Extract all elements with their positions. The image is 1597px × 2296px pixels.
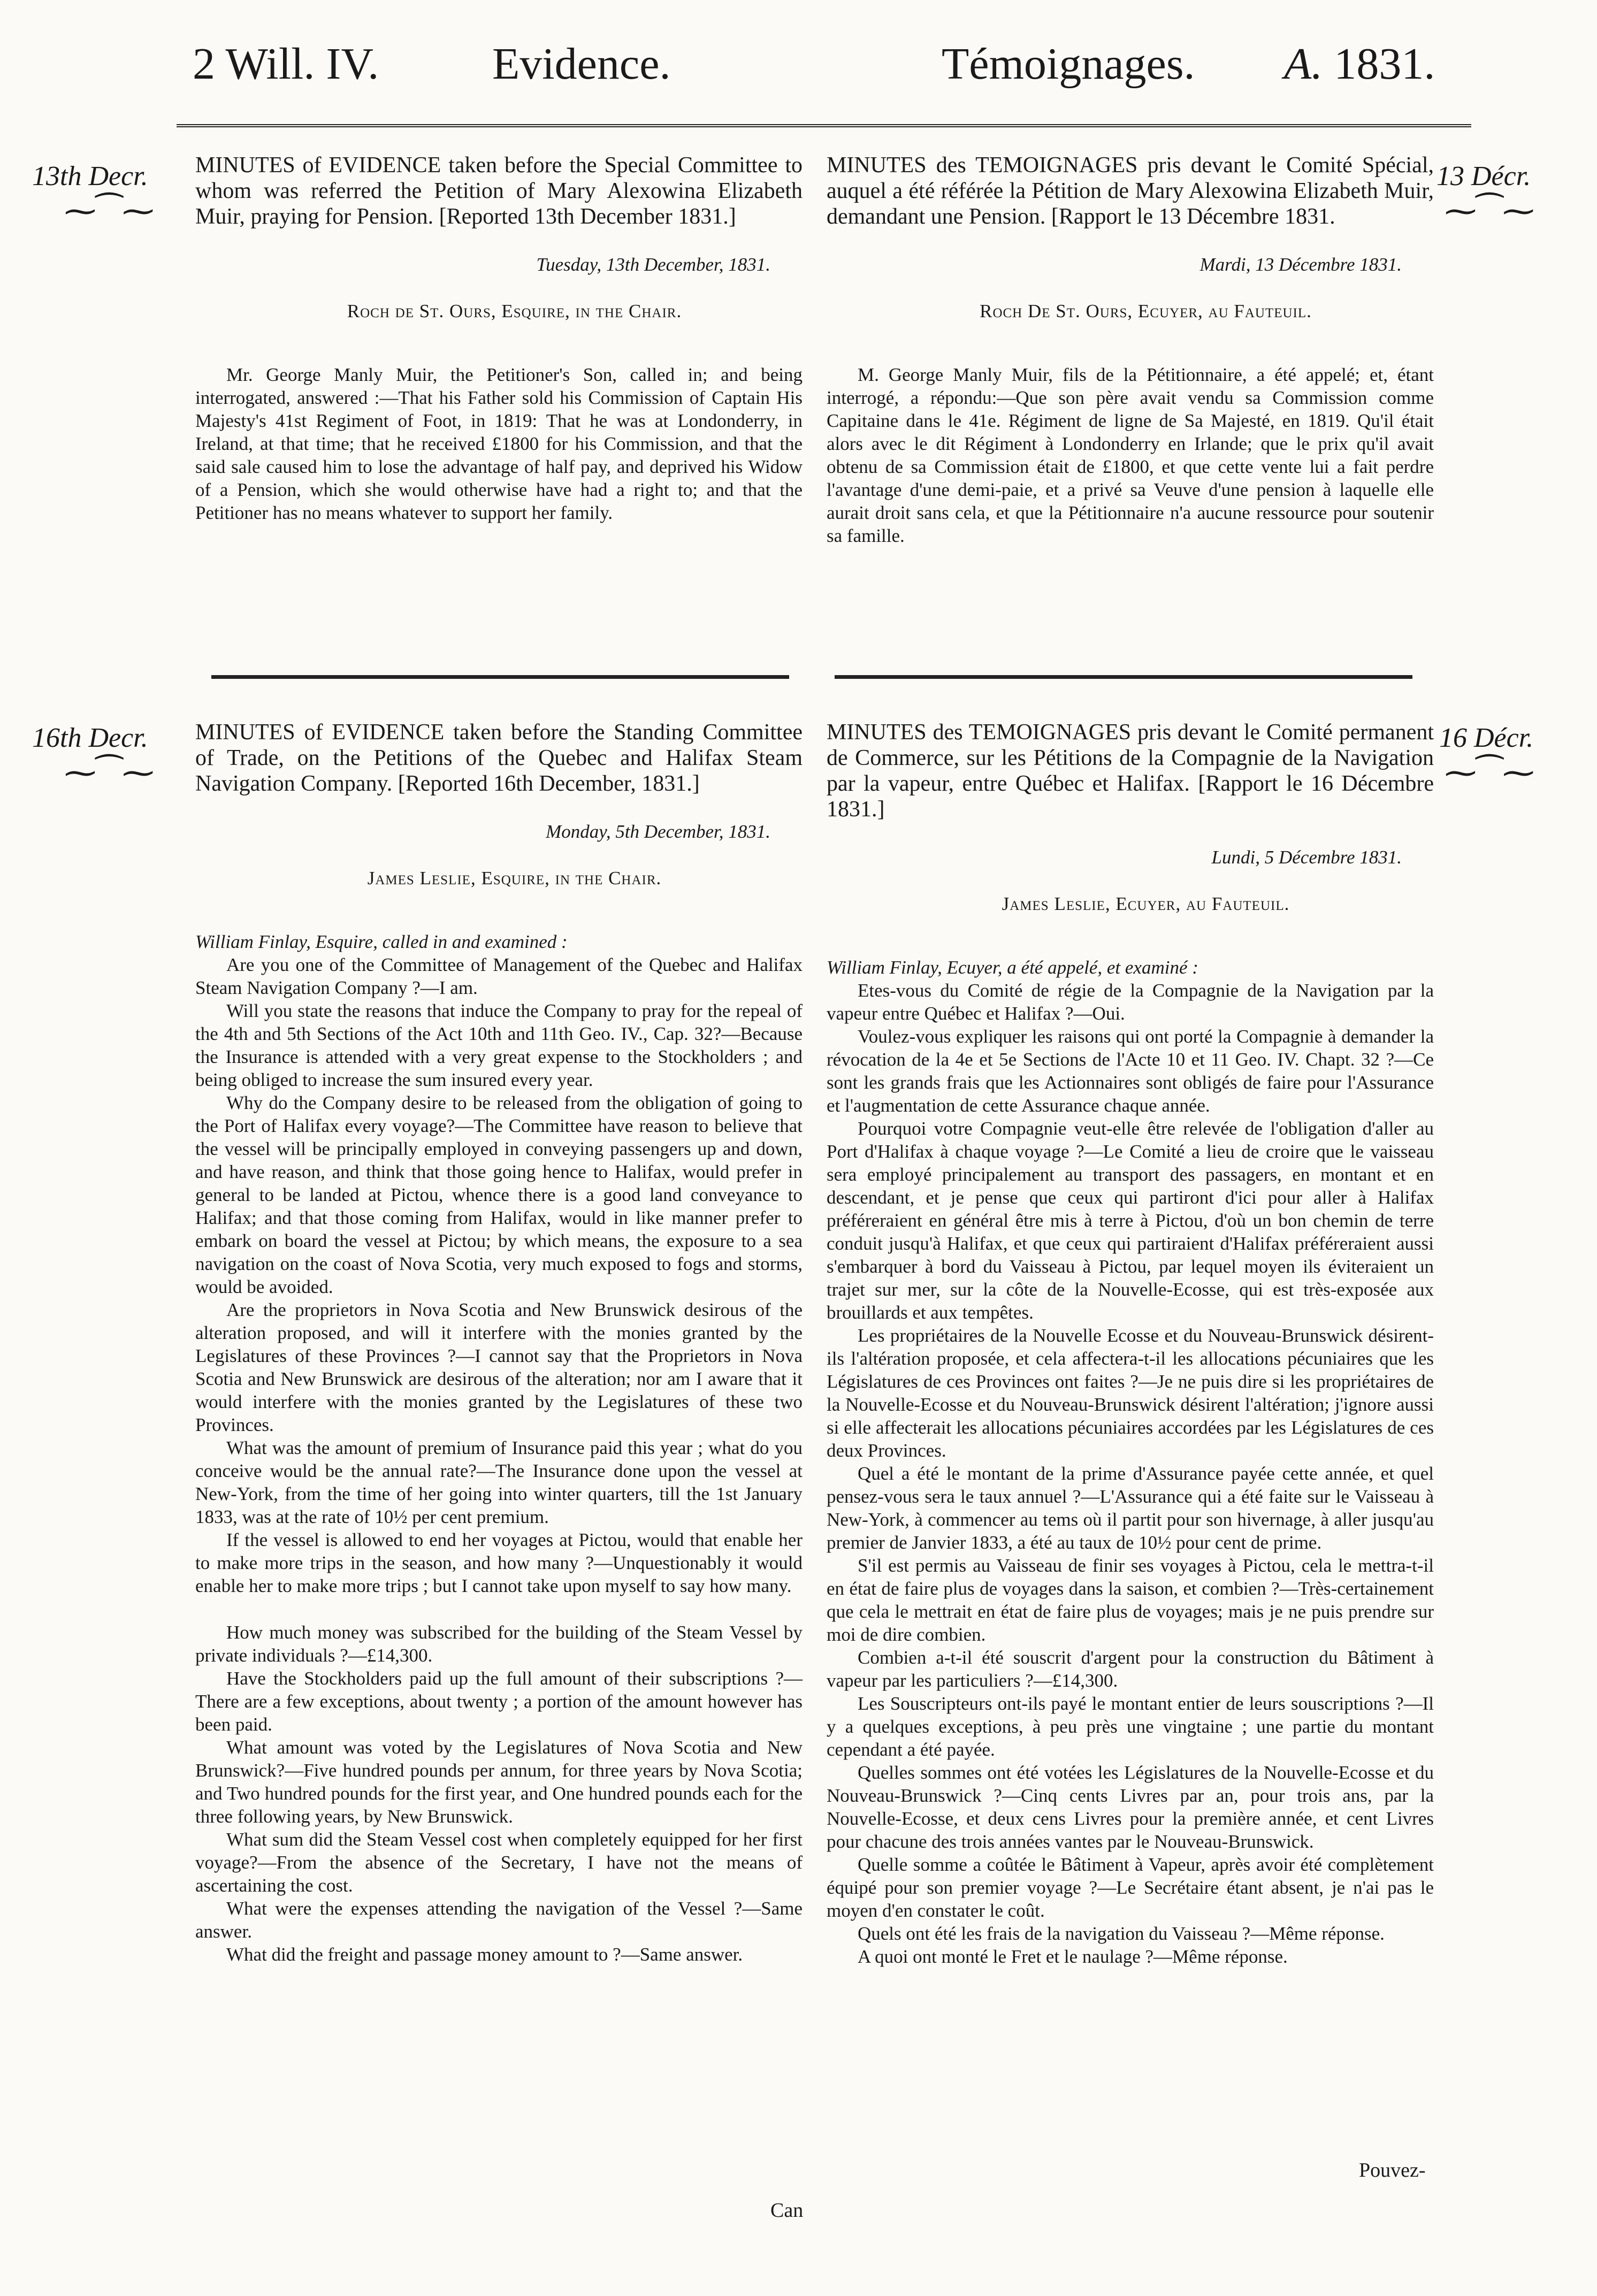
header-rule bbox=[177, 124, 1471, 127]
qa-paragraph: Les propriétaires de la Nouvelle Ecosse et du Nouveau-Brunswick désirent-ils l'altération proposée, et cela affectera-t-il les allocations pécuniaires que les Législatures de ces Provinces ont faites ?—Je ne puis dire si les propriétaires de la Nouvelle-Ecosse et du Nouveau-Brunswick désirent l'altération; j'ignore aussi si elle affecterait les allocations pécuniaires accordées par les Législatures de ces deux Provinces. bbox=[827, 1325, 1434, 1461]
qa-paragraph: Are you one of the Committee of Management of the Quebec and Halifax Steam Navigation Company ?—I am. bbox=[195, 954, 803, 998]
qa-paragraph: Etes-vous du Comité de régie de la Compagnie de la Navigation par la vapeur entre Québec et Halifax ?—Oui. bbox=[827, 980, 1434, 1024]
qa-paragraph: Have the Stockholders paid up the full amount of their subscriptions ?—There are a few exceptions, about twenty ; a portion of the amount however has been paid. bbox=[195, 1668, 803, 1735]
section2-fr-heading: MINUTES des TEMOIGNAGES pris devant le Comité permanent de Commerce, sur les Pétitions de la Compagnie de la Navigation par la vapeur, entre Québec et Halifax. [Rapport le 16 Décembre 1831.] bbox=[827, 720, 1434, 822]
side-date-left-1: 13th Decr. bbox=[32, 161, 148, 192]
qa-paragraph: What did the freight and passage money amount to ?—Same answer. bbox=[226, 1944, 743, 1965]
flourish-icon: ⁓⁀⁓ bbox=[1445, 194, 1535, 229]
catchword-french: Pouvez- bbox=[1359, 2159, 1426, 2182]
qa-paragraph: What sum did the Steam Vessel cost when completely equipped for her first voyage?—From the absence of the Secretary, I have not the means of ascertaining the cost. bbox=[195, 1829, 803, 1896]
section1-fr-heading: MINUTES des TEMOIGNAGES pris devant le Comité Spécial, auquel a été référée la Pétition de Mary Alexowina Elizabeth Muir, demandant une Pension. [Rapport le 13 Décembre 1831. bbox=[827, 153, 1434, 229]
side-date-right-2: 16 Décr. bbox=[1439, 723, 1534, 753]
header-title-french: Témoignages. bbox=[942, 39, 1195, 89]
header-regnal-year: 2 Will. IV. bbox=[193, 39, 379, 89]
flourish-icon: ⁓⁀⁓ bbox=[64, 194, 155, 229]
section2-french-column bbox=[827, 720, 1434, 1968]
catchword-english: Can bbox=[770, 2199, 804, 2222]
section1-en-testimony: Mr. George Manly Muir, the Petitioner's Son, called in; and being interrogated, answered :—That his Father sold his Commission of Captain His Majesty's 41st Regiment of Foot, in 1819: That he was at Londonderry, in Ireland, at that time; that he received £1800 for his Commission, and that the said sale caused him to lose the advantage of half pay, and deprived his Widow of a Pension, which she would otherwise have had a right to; and that the Petitioner has no means whatever to support her family. bbox=[195, 364, 803, 523]
qa-paragraph: Voulez-vous expliquer les raisons qui ont porté la Compagnie à demander la révocation de la 4e et 5e Sections de l'Acte 10 et 11 Geo. IV. Chapt. 32 ?—Ce sont les grands frais que les Actionnaires sont obligés de faire pour l'Assurance et l'augmentation de cette Assurance chaque année. bbox=[827, 1026, 1434, 1116]
header-letter: A. bbox=[1284, 39, 1323, 89]
qa-paragraph: Quel a été le montant de la prime d'Assurance payée cette année, et quel pensez-vous sera le taux annuel ?—L'Assurance qui a été faite sur le Vaisseau à New-York, à commencer au tems où il partit pour son hivernage, à aller jusqu'au premier de Janvier 1833, a été au taux de 10½ pour cent de prime. bbox=[827, 1463, 1434, 1553]
section1-fr-testimony: M. George Manly Muir, fils de la Pétitionnaire, a été appelé; et, étant interrogé, a répondu:—Que son père avait vendu sa Commission comme Capitaine dans le 41e. Régiment de ligne de Sa Majesté, en 1819. Qu'il était alors avec le dit Régiment à Londonderry en Irlande; que le prix qu'il avait obtenu de sa Commission était de £1800, et que cette vente lui a fait perdre l'avantage d'une demi-paie, et a privé sa Veuve d'une pension à laquelle elle aurait droit sans cela, et que la Pétitionnaire n'a aucune ressource pour soutenir sa famille. bbox=[827, 364, 1434, 546]
section1-en-heading: MINUTES of EVIDENCE taken before the Special Committee to whom was referred the Petition of Mary Alexowina Elizabeth Muir, praying for Pension. [Reported 13th December 1831.] bbox=[195, 153, 803, 229]
header-title-english: Evidence. bbox=[492, 39, 671, 89]
section1-english-column bbox=[195, 152, 803, 524]
section2-english-column bbox=[195, 720, 803, 1966]
flourish-icon: ⁓⁀⁓ bbox=[64, 755, 155, 791]
section1-fr-chair: Roch De St. Ours, Ecuyer, au Fauteuil. bbox=[980, 301, 1312, 322]
section2-en-witness: William Finlay, Esquire, called in and examined : bbox=[195, 931, 568, 952]
side-date-right-1: 13 Décr. bbox=[1436, 161, 1531, 192]
running-header bbox=[0, 0, 1597, 123]
side-date-left-2: 16th Decr. bbox=[32, 723, 148, 753]
qa-paragraph: Quels ont été les frais de la navigation du Vaisseau ?—Même réponse. bbox=[858, 1923, 1385, 1944]
section2-en-chair: James Leslie, Esquire, in the Chair. bbox=[367, 868, 662, 889]
section2-fr-date: Lundi, 5 Décembre 1831. bbox=[1211, 847, 1402, 868]
qa-paragraph: Quelle somme a coûtée le Bâtiment à Vapeur, après avoir été complètement équipé pour son premier voyage ?—Le Secrétaire étant absent, je n'ai pas le moyen d'en constater le coût. bbox=[827, 1854, 1434, 1921]
header-year-number: 1831. bbox=[1334, 39, 1435, 89]
qa-paragraph: A quoi ont monté le Fret et le naulage ?—Même réponse. bbox=[858, 1946, 1288, 1967]
qa-paragraph: Pourquoi votre Compagnie veut-elle être relevée de l'obligation d'aller au Port d'Halifax à chaque voyage ?—Le Comité a lieu de croire que le vaisseau sera employé principalement au transport des passagers, en montant et en descendant, et je pense que ceux qui partiront d'ici pour aller à Halifax préféreraient en général être mis à terre à Pictou, d'où un bon chemin de terre conduit jusqu'à Halifax, et que ceux qui partiraient d'Halifax préféreraient aussi s'embarquer à bord du Vaisseau à Pictou, par lequel moyen ils éviteraient un trajet sur mer, sur la côte de la Nouvelle-Ecosse, qui est très-exposée aux brouillards et aux tempêtes. bbox=[827, 1118, 1434, 1323]
qa-paragraph: Les Souscripteurs ont-ils payé le montant entier de leurs souscriptions ?—Il y a quelques exceptions, à peu près une vingtaine ; une partie du montant cependant a été payée. bbox=[827, 1693, 1434, 1760]
qa-paragraph: Combien a-t-il été souscrit d'argent pour la construction du Bâtiment à vapeur par les particuliers ?—£14,300. bbox=[827, 1647, 1434, 1691]
qa-paragraph: Are the proprietors in Nova Scotia and New Brunswick desirous of the alteration proposed, and will it interfere with the monies granted by the Legislatures of these Provinces ?—I cannot say that the Proprietors in Nova Scotia and New Brunswick are desirous of the alteration; nor am I aware that it would interfere with the monies granted by the Legislatures of these two Provinces. bbox=[195, 1299, 803, 1435]
section1-en-date: Tuesday, 13th December, 1831. bbox=[536, 254, 770, 275]
section2-en-heading: MINUTES of EVIDENCE taken before the Standing Committee of Trade, on the Petitions of the Quebec and Halifax Steam Navigation Company. [Reported 16th December, 1831.] bbox=[195, 720, 803, 796]
qa-paragraph: What amount was voted by the Legislatures of Nova Scotia and New Brunswick?—Five hundred pounds per annum, for three years by Nova Scotia; and Two hundred pounds for the first year, and One hundred pounds each for the three following years, by New Brunswick. bbox=[195, 1737, 803, 1827]
section2-fr-witness: William Finlay, Ecuyer, a été appelé, et examiné : bbox=[827, 957, 1198, 978]
qa-paragraph: Why do the Company desire to be released from the obligation of going to the Port of Halifax every voyage?—The Committee have reason to believe that the vessel will be principally employed in conveying passengers up and down, and have reason, and think that those going hence to Halifax, would prefer in general to be landed at Pictou, whence there is a good land conveyance to Halifax; and that those coming from Halifax, would in like manner prefer to embark on board the vessel at Pictou; by which means, the exposure to a sea navigation on the coast of Nova Scotia, very much exposed to fogs and storms, would be avoided. bbox=[195, 1092, 803, 1297]
section2-en-date: Monday, 5th December, 1831. bbox=[546, 821, 770, 842]
section1-french-column bbox=[827, 152, 1434, 547]
section1-en-chair: Roch de St. Ours, Esquire, in the Chair. bbox=[347, 301, 682, 322]
qa-paragraph: S'il est permis au Vaisseau de finir ses voyages à Pictou, cela le mettra-t-il en état de faire plus de voyages dans la saison, et combien ?—Très-certainement que cela le mettrait en état de faire plus de voyages; mais je ne puis prendre sur moi de dire combien. bbox=[827, 1555, 1434, 1645]
qa-paragraph: Will you state the reasons that induce the Company to pray for the repeal of the 4th and 5th Sections of the Act 10th and 11th Geo. IV., Cap. 32?—Because the Insurance is attended with a very great expense to the Stockholders ; and being obliged to increase the sum insured every year. bbox=[195, 1000, 803, 1090]
flourish-icon: ⁓⁀⁓ bbox=[1445, 755, 1535, 791]
qa-paragraph: How much money was subscribed for the building of the Steam Vessel by private individuals ?—£14,300. bbox=[195, 1622, 803, 1666]
qa-paragraph: What was the amount of premium of Insurance paid this year ; what do you conceive would be the annual rate?—The Insurance done upon the vessel at New-York, from the time of her going into winter quarters, till the 1st January 1833, was at the rate of 10½ per cent premium. bbox=[195, 1437, 803, 1527]
qa-paragraph: If the vessel is allowed to end her voyages at Pictou, would that enable her to make more trips in the season, and how many ?—Unquestionably it would enable her to make more trips ; but I cannot take upon myself to say how many. bbox=[195, 1529, 803, 1596]
section2-fr-chair: James Leslie, Ecuyer, au Fauteuil. bbox=[1002, 893, 1290, 914]
qa-paragraph: What were the expenses attending the navigation of the Vessel ?—Same answer. bbox=[195, 1898, 803, 1942]
section-divider-french bbox=[835, 675, 1412, 679]
section-divider-english bbox=[211, 675, 789, 679]
header-year bbox=[1284, 37, 1435, 91]
qa-paragraph: Quelles sommes ont été votées les Législatures de la Nouvelle-Ecosse et du Nouveau-Brunswick ?—Cinq cents Livres par an, pour trois ans, par la Nouvelle-Ecosse, et deux cens Livres pour la première année, et cent Livres pour chacune des trois années vantes par le Nouveau-Brunswick. bbox=[827, 1762, 1434, 1852]
section1-fr-date: Mardi, 13 Décembre 1831. bbox=[1199, 254, 1402, 275]
